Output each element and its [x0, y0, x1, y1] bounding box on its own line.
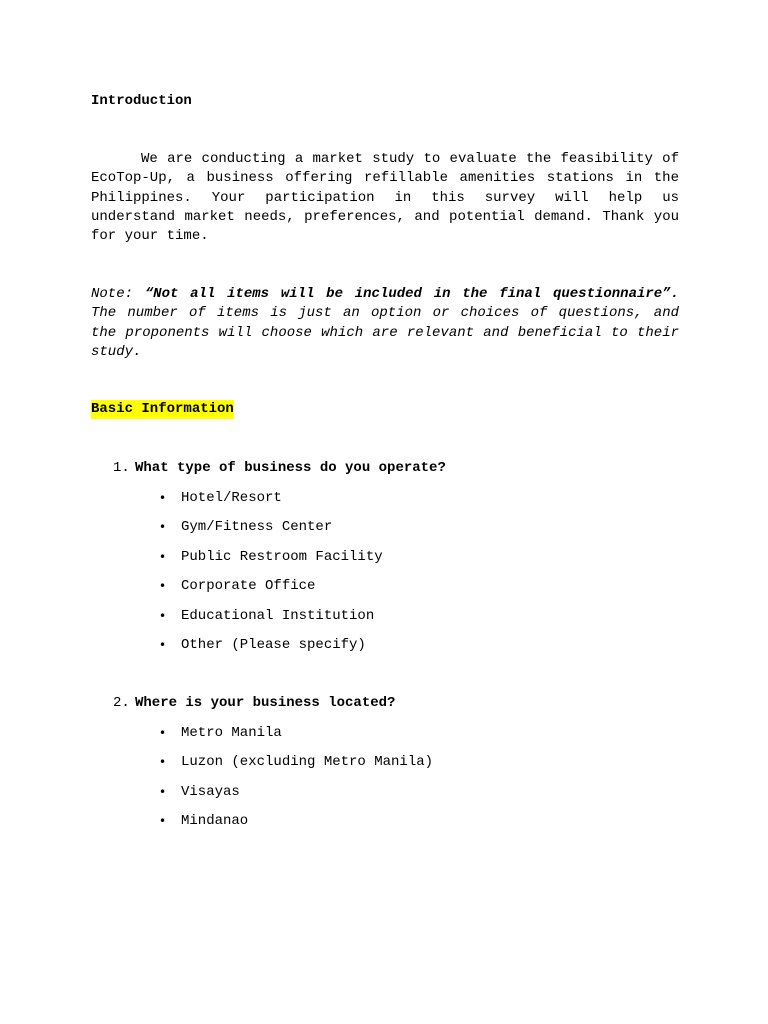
note-paragraph	[91, 285, 679, 362]
bullet-icon: •	[159, 726, 167, 740]
introduction-heading: Introduction	[91, 93, 192, 109]
bullet-icon: •	[159, 608, 167, 623]
question-text: Where is your business located?	[135, 695, 396, 711]
bullet-icon: •	[159, 814, 167, 829]
option-label: Visayas	[181, 783, 240, 800]
bullet-icon: •	[159, 520, 167, 535]
question-1-options	[159, 489, 383, 665]
option-label: Educational Institution	[181, 607, 375, 624]
note-body: The number of items is just an option or choices of questions, and the proponents will choose which are relevant and beneficial to their study.	[91, 305, 679, 360]
option-label: Luzon (excluding Metro Manila)	[181, 754, 434, 771]
list-item	[159, 607, 383, 636]
note-emphasis: “Not all items will be included in the final questionnaire”.	[144, 286, 679, 302]
bullet-icon: •	[159, 755, 167, 770]
bullet-icon: •	[159, 579, 167, 594]
option-label: Gym/Fitness Center	[181, 519, 333, 536]
list-item	[159, 489, 383, 518]
bullet-icon: •	[159, 784, 167, 799]
question-text: What type of business do you operate?	[135, 460, 446, 476]
list-item	[159, 753, 433, 782]
bullet-icon: •	[159, 637, 167, 652]
list-item	[159, 724, 433, 753]
note-prefix: Note:	[91, 286, 145, 302]
list-item	[159, 636, 383, 665]
list-item	[159, 518, 383, 547]
option-label: Corporate Office	[181, 578, 316, 595]
option-label: Public Restroom Facility	[181, 548, 383, 565]
list-item	[159, 577, 383, 606]
list-item	[159, 812, 433, 841]
question-1	[113, 459, 446, 477]
question-number: 2.	[113, 695, 130, 711]
question-2	[113, 694, 395, 712]
list-item	[159, 548, 383, 577]
option-label: Mindanao	[181, 813, 249, 830]
option-label: Metro Manila	[181, 725, 282, 741]
option-label: Other (Please specify)	[181, 636, 366, 653]
question-2-options	[159, 724, 433, 842]
basic-information-heading: Basic Information	[91, 401, 234, 417]
bullet-icon: •	[159, 549, 167, 564]
bullet-icon: •	[159, 491, 167, 505]
question-number: 1.	[113, 460, 130, 476]
option-label: Hotel/Resort	[181, 490, 282, 506]
list-item	[159, 783, 433, 812]
introduction-paragraph: We are conducting a market study to evaluate the feasibility of EcoTop-Up, a business offering refillable amenities stations in the Philippines. Your participation in this survey will help us understand market needs, preferences, and potential demand. Thank you for your time.	[91, 151, 679, 245]
